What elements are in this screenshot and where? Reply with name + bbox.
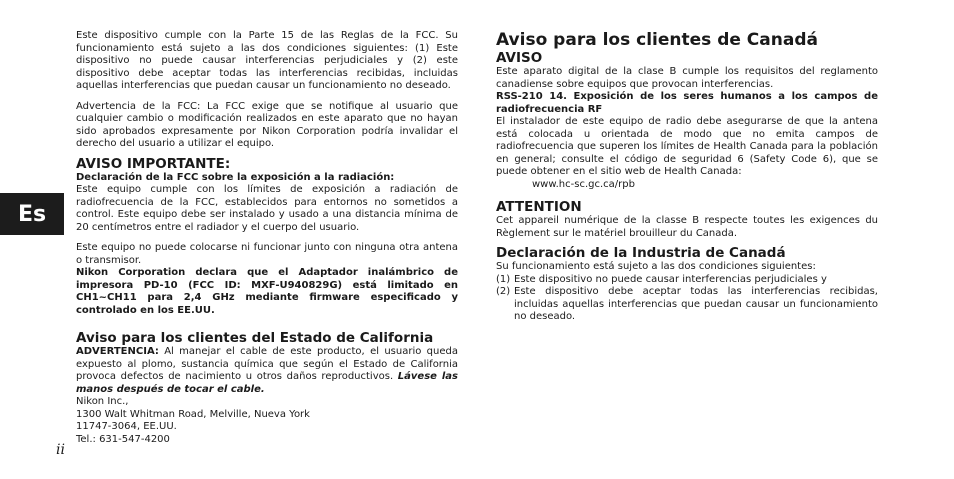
attention-paragraph: Cet appareil numérique de la classe B respecte toutes les exigences du Règlement sur le matériel brouilleur du Canada. bbox=[496, 215, 878, 239]
condition-number: (2) bbox=[496, 286, 511, 297]
address-block bbox=[76, 396, 458, 446]
condition-text: Este dispositivo no puede causar interferencias perjudiciales y bbox=[514, 273, 827, 285]
california-heading: Aviso para los clientes del Estado de California bbox=[76, 330, 434, 346]
california-warning bbox=[76, 346, 458, 396]
rss-title: RSS-210 14. Exposición de los seres humanos a los campos de radiofrecuencia RF bbox=[496, 91, 878, 115]
exposure-paragraph-1: Este equipo cumple con los límites de exposición a radiación de radiofrecuencia de la FCC, establecidos para entornos no sometidos a control. Este equipo debe ser instalado y usado a una distancia mínima de 20 centímetros entre el radiador y el cuerpo del usuario. bbox=[76, 184, 458, 233]
attention-heading: ATTENTION bbox=[496, 199, 582, 215]
exposure-paragraph-2: Este equipo no puede colocarse ni funcionar junto con ninguna otra antena o transmisor. bbox=[76, 242, 458, 266]
important-heading: AVISO IMPORTANTE: bbox=[76, 155, 231, 172]
condition-item bbox=[496, 286, 878, 324]
nikon-declaration: Nikon Corporation declara que el Adaptador inalámbrico de impresora PD-10 (FCC ID: MXF-U940829G) está limitado en CH1~CH11 para 2,4 GHz mediante firmware especificado y controlado en los EE.UU. bbox=[76, 267, 458, 316]
warning-label: ADVERTENCIA: bbox=[76, 346, 159, 357]
address-line: 1300 Walt Whitman Road, Melville, Nueva York bbox=[76, 408, 310, 420]
fcc-paragraph-1: Este dispositivo cumple con la Parte 15 de las Reglas de la FCC. Su funcionamiento está sujeto a las dos condiciones siguientes: (1) Este dispositivo no puede causar interferencias perjudiciales y (2) este dispositivo debe aceptar todas las interferencias recibidas, incluidas aquellas interferencias que puedan causar un funcionamiento no deseado. bbox=[76, 30, 458, 91]
page-number: ii bbox=[56, 442, 65, 458]
condition-item bbox=[496, 274, 878, 287]
fcc-paragraph-2: Advertencia de la FCC: La FCC exige que se notifique al usuario que cualquier cambio o modificación realizados en este aparato que no hayan sido aprobados expresamente por Nikon Corporation podría invalidar el derecho del usuario a utilizar el equipo. bbox=[76, 100, 458, 149]
language-tab: Es bbox=[0, 193, 64, 235]
warning-text: Al manejar el cable de este producto, el usuario queda expuesto al plomo, sustancia química que según el Estado de California provoca defectos de nacimiento u otros daños reproductivos. bbox=[76, 346, 458, 382]
canada-heading: Aviso para los clientes de Canadá bbox=[496, 30, 818, 50]
exposure-title: Declaración de la FCC sobre la exposición a la radiación: bbox=[76, 171, 395, 183]
left-column bbox=[76, 30, 458, 446]
rss-paragraph: El instalador de este equipo de radio debe asegurarse de que la antena está colocada u orientada de modo que no emita campos de radiofrecuencia que superen los límites de Health Canada para la población en general; consulte el código de seguridad 6 (Safety Code 6), que se puede obtener en el sitio web de Health Canada: bbox=[496, 116, 878, 177]
industry-intro: Su funcionamiento está sujeto a las dos condiciones siguientes: bbox=[496, 261, 816, 272]
address-line: 11747-3064, EE.UU. bbox=[76, 421, 177, 432]
condition-text: Este dispositivo debe aceptar todas las interferencias recibidas, incluidas aquellas interferencias que puedan causar un funcionamiento no deseado. bbox=[514, 286, 878, 322]
right-column bbox=[496, 30, 878, 324]
industry-heading: Declaración de la Industria de Canadá bbox=[496, 245, 786, 261]
condition-number: (1) bbox=[496, 273, 511, 285]
warning-emphasis: Lávese las manos después de tocar el cable. bbox=[76, 371, 459, 395]
aviso-heading: AVISO bbox=[496, 50, 543, 66]
address-line: Nikon Inc., bbox=[76, 396, 129, 407]
address-line: Tel.: 631-547-4200 bbox=[76, 433, 170, 445]
health-canada-url: www.hc-sc.gc.ca/rpb bbox=[532, 178, 635, 190]
aviso-paragraph: Este aparato digital de la clase B cumple los requisitos del reglamento canadiense sobre equipos que provocan interferencias. bbox=[496, 66, 878, 90]
